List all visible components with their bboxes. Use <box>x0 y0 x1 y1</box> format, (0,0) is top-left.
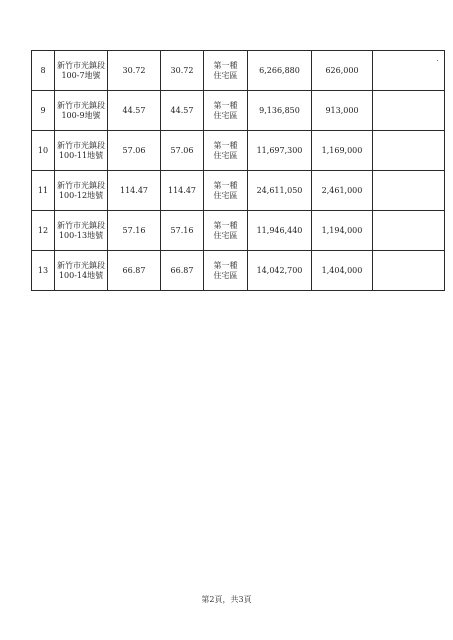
area-cell: 57.06 <box>108 131 161 171</box>
parcel-number: 100-14地號 <box>58 270 104 280</box>
parcel-number: 100-9地號 <box>61 110 101 120</box>
table-row <box>32 171 445 211</box>
area-cell: 30.72 <box>108 51 161 91</box>
row-number: 9 <box>32 91 55 131</box>
parcel-section: 新竹市光鎮段 <box>57 260 105 270</box>
parcel-cell <box>55 51 108 91</box>
parcel-section: 新竹市光鎮段 <box>57 100 105 110</box>
row-number: 11 <box>32 171 55 211</box>
zone-cell <box>204 131 248 171</box>
area-cell: 44.57 <box>161 91 204 131</box>
zone-type: 第一種 <box>213 140 238 150</box>
value-cell: 14,042,700 <box>248 251 312 291</box>
zone-type: 第一種 <box>213 260 238 270</box>
note-cell <box>373 171 445 211</box>
area-cell: 57.16 <box>161 211 204 251</box>
zone-cell <box>204 251 248 291</box>
value-cell: 24,611,050 <box>248 171 312 211</box>
value-cell: 11,697,300 <box>248 131 312 171</box>
zone-name: 住宅區 <box>213 190 238 200</box>
parcel-section: 新竹市光鎮段 <box>57 220 105 230</box>
table-row <box>32 211 445 251</box>
row-number: 8 <box>32 51 55 91</box>
value-cell: 9,136,850 <box>248 91 312 131</box>
area-cell: 114.47 <box>108 171 161 211</box>
note-cell <box>373 131 445 171</box>
zone-name: 住宅區 <box>213 150 238 160</box>
zone-name: 住宅區 <box>213 230 238 240</box>
zone-type: 第一種 <box>213 220 238 230</box>
value-cell: 913,000 <box>312 91 373 131</box>
value-cell: 1,404,000 <box>312 251 373 291</box>
area-cell: 57.16 <box>108 211 161 251</box>
zone-type: 第一種 <box>213 100 238 110</box>
area-cell: 66.87 <box>161 251 204 291</box>
parcel-cell <box>55 171 108 211</box>
parcel-number: 100-7地號 <box>61 70 101 80</box>
value-cell: 11,946,440 <box>248 211 312 251</box>
land-parcel-table <box>31 50 445 291</box>
area-cell: 57.06 <box>161 131 204 171</box>
zone-name: 住宅區 <box>213 70 238 80</box>
row-number: 10 <box>32 131 55 171</box>
page-number-footer: 第2頁，共3頁 <box>201 595 252 604</box>
parcel-cell <box>55 251 108 291</box>
value-cell: 626,000 <box>312 51 373 91</box>
value-cell: 6,266,880 <box>248 51 312 91</box>
area-cell: 114.47 <box>161 171 204 211</box>
zone-name: 住宅區 <box>213 110 238 120</box>
note-cell <box>373 51 445 91</box>
scan-speck <box>437 60 438 61</box>
parcel-number: 100-13地號 <box>58 230 104 240</box>
parcel-section: 新竹市光鎮段 <box>57 180 105 190</box>
zone-type: 第一種 <box>213 180 238 190</box>
parcel-number: 100-11地號 <box>58 150 104 160</box>
note-cell <box>373 211 445 251</box>
zone-cell <box>204 91 248 131</box>
table-row <box>32 51 445 91</box>
note-cell <box>373 91 445 131</box>
parcel-section: 新竹市光鎮段 <box>57 60 105 70</box>
zone-name: 住宅區 <box>213 270 238 280</box>
value-cell: 2,461,000 <box>312 171 373 211</box>
area-cell: 44.57 <box>108 91 161 131</box>
zone-type: 第一種 <box>213 60 238 70</box>
zone-cell <box>204 211 248 251</box>
area-cell: 66.87 <box>108 251 161 291</box>
row-number: 13 <box>32 251 55 291</box>
table-row <box>32 91 445 131</box>
value-cell: 1,169,000 <box>312 131 373 171</box>
note-cell <box>373 251 445 291</box>
table-row <box>32 131 445 171</box>
parcel-number: 100-12地號 <box>58 190 104 200</box>
table-row <box>32 251 445 291</box>
parcel-section: 新竹市光鎮段 <box>57 140 105 150</box>
area-cell: 30.72 <box>161 51 204 91</box>
parcel-cell <box>55 131 108 171</box>
parcel-cell <box>55 211 108 251</box>
row-number: 12 <box>32 211 55 251</box>
value-cell: 1,194,000 <box>312 211 373 251</box>
zone-cell <box>204 51 248 91</box>
zone-cell <box>204 171 248 211</box>
parcel-cell <box>55 91 108 131</box>
